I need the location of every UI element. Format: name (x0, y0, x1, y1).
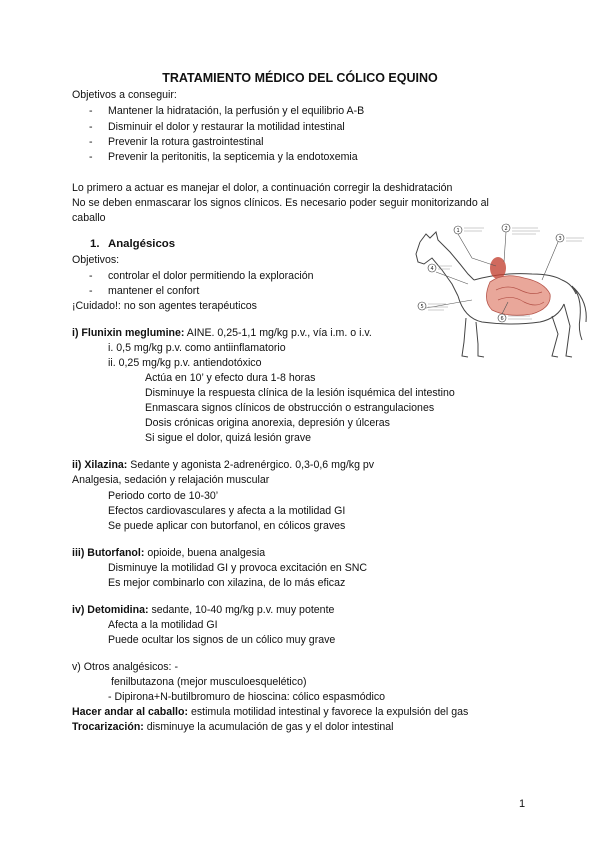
note-line: Actúa en 10’ y efecto dura 1-8 horas (145, 372, 316, 384)
horse-digestive-illustration (412, 222, 590, 362)
drug-detomidina (72, 604, 334, 617)
dose-line: i. 0,5 mg/kg p.v. como antiinflamatorio (108, 342, 286, 354)
drug-name: iii) Butorfanol: (72, 547, 145, 559)
objective-item: Prevenir la rotura gastrointestinal (108, 136, 264, 148)
stomach-shape (490, 257, 506, 279)
drug-flunixin (72, 327, 372, 340)
figure-label-6: 6 (500, 316, 504, 322)
section-number: 1. (90, 238, 100, 250)
others-line: - Dipirona+N-butilbromuro de hioscina: cólico espasmódico (108, 691, 386, 703)
drug-desc: sedante, 10-40 mg/kg p.v. muy potente (148, 604, 335, 616)
page-title: TRATAMIENTO MÉDICO DEL CÓLICO EQUINO (162, 71, 438, 85)
note-line: Disminuye la motilidad GI y provoca excitación en SNC (108, 562, 368, 574)
note-line: Disminuye la respuesta clínica de la lesión isquémica del intestino (145, 387, 455, 399)
drug-butorfanol (72, 547, 265, 560)
note-line: Puede ocultar los signos de un cólico muy grave (108, 634, 336, 646)
section-title: Analgésicos (108, 238, 176, 250)
list-bullet: - (89, 270, 93, 282)
drug-name: i) Flunixin meglumine: (72, 327, 185, 339)
figure-label-3: 3 (558, 236, 562, 242)
section-objectives-label: Objetivos: (72, 254, 120, 266)
drug-xilazina (72, 459, 374, 472)
figure-label-1: 1 (456, 228, 460, 234)
note-line: Periodo corto de 10-30’ (108, 490, 219, 502)
walk-text: estimula motilidad intestinal y favorece la expulsión del gas (188, 706, 469, 718)
figure-label-4: 4 (430, 266, 434, 272)
list-bullet: - (89, 105, 93, 117)
drug-desc: opioide, buena analgesia (144, 547, 266, 559)
drug-name: iv) Detomidina: (72, 604, 149, 616)
drug-line: Analgesia, sedación y relajación muscular (72, 474, 270, 486)
section-objective-item: mantener el confort (108, 285, 200, 297)
note-line: Afecta a la motilidad GI (108, 619, 218, 631)
drug-desc: Sedante y agonista 2-adrenérgico. 0,3-0,6 mg/kg pv (127, 459, 375, 471)
list-bullet: - (89, 121, 93, 133)
dose-line: ii. 0,25 mg/kg p.v. antiendotóxico (108, 357, 262, 369)
list-bullet: - (89, 151, 93, 163)
figure-label-5: 5 (420, 304, 424, 310)
note-line: Efectos cardiovasculares y afecta a la motilidad GI (108, 505, 346, 517)
trocar-label: Trocarización: (72, 721, 144, 733)
note-line: Dosis crónicas origina anorexia, depresión y úlceras (145, 417, 390, 429)
intro-line: No se deben enmascarar los signos clínicos. Es necesario poder seguir monitorizando al (72, 197, 489, 209)
page-number: 1 (519, 798, 526, 810)
walk-label: Hacer andar al caballo: (72, 706, 188, 718)
section-objective-item: controlar el dolor permitiendo la exploración (108, 270, 314, 282)
intro-line: Lo primero a actuar es manejar el dolor, a continuación corregir la deshidratación (72, 182, 453, 194)
objective-item: Mantener la hidratación, la perfusión y el equilibrio A-B (108, 105, 365, 117)
note-line: Si sigue el dolor, quizá lesión grave (145, 432, 312, 444)
objectives-heading: Objetivos a conseguir: (72, 89, 177, 101)
objective-item: Prevenir la peritonitis, la septicemia y la endotoxemia (108, 151, 358, 163)
trocar-line (72, 721, 394, 734)
note-line: Enmascara signos clínicos de obstrucción o estrangulaciones (145, 402, 435, 414)
figure-label-2: 2 (504, 226, 508, 232)
others-line: v) Otros analgésicos: - (72, 661, 178, 673)
others-line: fenilbutazona (mejor musculoesquelético) (111, 676, 307, 688)
drug-name: ii) Xilazina: (72, 459, 128, 471)
note-line: Es mejor combinarlo con xilazina, de lo más eficaz (108, 577, 346, 589)
objective-item: Disminuir el dolor y restaurar la motilidad intestinal (108, 121, 345, 133)
list-bullet: - (89, 136, 93, 148)
list-bullet: - (89, 285, 93, 297)
warning-text: ¡Cuidado!: no son agentes terapéuticos (72, 300, 257, 312)
intro-line: caballo (72, 212, 106, 224)
trocar-text: disminuye la acumulación de gas y el dolor intestinal (143, 721, 394, 733)
drug-desc: AINE. 0,25-1,1 mg/kg p.v., vía i.m. o i.v. (184, 327, 372, 339)
walk-line (72, 706, 468, 719)
intestine-shape (486, 276, 550, 316)
note-line: Se puede aplicar con butorfanol, en cólicos graves (108, 520, 346, 532)
